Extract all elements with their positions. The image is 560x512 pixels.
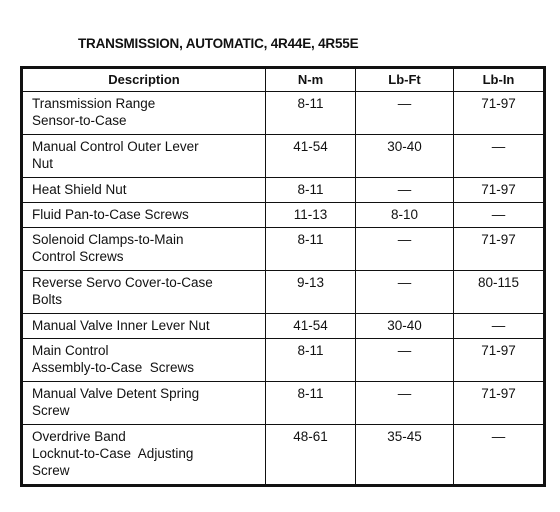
desc-line: Heat Shield Nut — [32, 182, 127, 197]
cell-lbin: — — [454, 425, 545, 486]
cell-nm: 41-54 — [266, 314, 356, 339]
table-row — [22, 178, 545, 203]
table-row — [22, 135, 545, 178]
desc-line: Reverse Servo Cover-to-Case — [32, 275, 213, 290]
cell-description — [22, 178, 266, 203]
cell-description — [22, 228, 266, 271]
cell-lbft: 35-45 — [356, 425, 454, 486]
desc-line: Transmission Range — [32, 96, 156, 111]
cell-nm: 48-61 — [266, 425, 356, 486]
table-row — [22, 339, 545, 382]
desc-line: Control Screws — [32, 249, 124, 264]
header-lbft: Lb-Ft — [356, 68, 454, 92]
desc-line: Main Control — [32, 343, 109, 358]
header-lbin: Lb-In — [454, 68, 545, 92]
desc-line: Sensor-to-Case — [32, 113, 127, 128]
desc-line: Fluid Pan-to-Case Screws — [32, 207, 189, 222]
header-description: Description — [22, 68, 266, 92]
cell-lbft: — — [356, 271, 454, 314]
cell-lbin: — — [454, 314, 545, 339]
desc-line: Nut — [32, 156, 54, 171]
table-row — [22, 92, 545, 135]
cell-lbft: — — [356, 382, 454, 425]
cell-lbft: 8-10 — [356, 203, 454, 228]
cell-lbft: — — [356, 228, 454, 271]
cell-lbft: 30-40 — [356, 135, 454, 178]
cell-lbft: — — [356, 178, 454, 203]
table-row — [22, 271, 545, 314]
table-row — [22, 203, 545, 228]
cell-lbin: — — [454, 135, 545, 178]
document-title: TRANSMISSION, AUTOMATIC, 4R44E, 4R55E — [78, 36, 359, 51]
cell-description — [22, 271, 266, 314]
cell-lbin: 80-115 — [454, 271, 545, 314]
desc-line: Manual Valve Inner Lever Nut — [32, 318, 210, 333]
desc-line: Solenoid Clamps-to-Main — [32, 232, 184, 247]
desc-line: Screw — [32, 463, 70, 478]
table-row — [22, 425, 545, 486]
cell-lbft: — — [356, 92, 454, 135]
cell-nm: 8-11 — [266, 178, 356, 203]
desc-line: Bolts — [32, 292, 63, 307]
cell-lbft: 30-40 — [356, 314, 454, 339]
cell-lbin: 71-97 — [454, 178, 545, 203]
cell-nm: 8-11 — [266, 382, 356, 425]
cell-lbin: 71-97 — [454, 228, 545, 271]
cell-nm: 11-13 — [266, 203, 356, 228]
cell-description — [22, 135, 266, 178]
cell-lbin: 71-97 — [454, 339, 545, 382]
cell-description — [22, 382, 266, 425]
cell-nm: 8-11 — [266, 228, 356, 271]
desc-line: Locknut-to-Case Adjusting — [32, 446, 194, 461]
cell-lbft: — — [356, 339, 454, 382]
table-row — [22, 382, 545, 425]
desc-line: Manual Valve Detent Spring — [32, 386, 200, 401]
cell-description — [22, 339, 266, 382]
desc-line: Manual Control Outer Lever — [32, 139, 199, 154]
cell-nm: 9-13 — [266, 271, 356, 314]
torque-spec-table — [20, 66, 546, 487]
desc-line: Screw — [32, 403, 70, 418]
cell-description — [22, 314, 266, 339]
cell-description — [22, 92, 266, 135]
header-row — [22, 68, 545, 92]
desc-line: Overdrive Band — [32, 429, 126, 444]
desc-line: Assembly-to-Case Screws — [32, 360, 195, 375]
cell-description — [22, 425, 266, 486]
header-nm: N-m — [266, 68, 356, 92]
table-row — [22, 314, 545, 339]
cell-nm: 41-54 — [266, 135, 356, 178]
cell-description — [22, 203, 266, 228]
cell-lbin: 71-97 — [454, 92, 545, 135]
cell-nm: 8-11 — [266, 339, 356, 382]
cell-lbin: — — [454, 203, 545, 228]
table-row — [22, 228, 545, 271]
cell-lbin: 71-97 — [454, 382, 545, 425]
cell-nm: 8-11 — [266, 92, 356, 135]
